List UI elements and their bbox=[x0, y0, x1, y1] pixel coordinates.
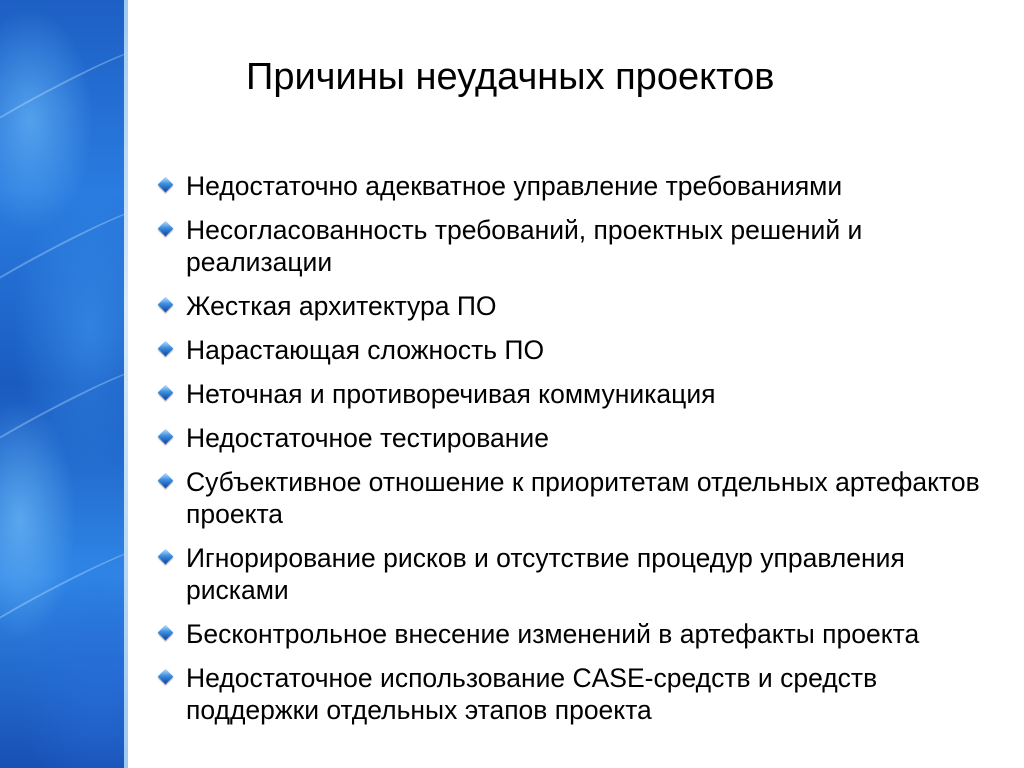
bullet-text: Субъективное отношение к приоритетам отдельных артефактов проекта bbox=[186, 467, 980, 529]
bullet-text: Бесконтрольное внесение изменений в артефакты проекта bbox=[186, 619, 920, 649]
diamond-bullet-icon bbox=[158, 297, 174, 313]
bullet-text: Неточная и противоречивая коммуникация bbox=[186, 379, 716, 409]
bullet-text: Недостаточно адекватное управление требованиями bbox=[186, 171, 843, 201]
bullet-item bbox=[158, 170, 1008, 202]
bullet-item bbox=[158, 214, 1008, 278]
bullet-item bbox=[158, 378, 1008, 410]
bullet-item bbox=[158, 542, 1008, 606]
diamond-bullet-icon bbox=[158, 341, 174, 357]
bullet-text: Недостаточное использование CASE-средств и средств поддержки отдельных этапов проекта bbox=[186, 663, 878, 725]
diamond-bullet-icon bbox=[158, 669, 174, 685]
bullet-item bbox=[158, 422, 1008, 454]
bullet-item bbox=[158, 334, 1008, 366]
diamond-bullet-icon bbox=[158, 177, 174, 193]
diamond-bullet-icon bbox=[158, 221, 174, 237]
side-decoration-panel bbox=[0, 0, 128, 768]
bullet-item bbox=[158, 662, 1008, 726]
diamond-bullet-icon bbox=[158, 429, 174, 445]
bullet-list bbox=[158, 170, 1008, 738]
bullet-text: Нарастающая сложность ПО bbox=[186, 335, 545, 365]
light-streak bbox=[0, 360, 128, 481]
bullet-text: Несогласованность требований, проектных решений и реализации bbox=[186, 215, 863, 277]
bullet-item bbox=[158, 290, 1008, 322]
slide-title: Причины неудачных проектов bbox=[246, 56, 775, 98]
bullet-text: Жесткая архитектура ПО bbox=[186, 291, 497, 321]
diamond-bullet-icon bbox=[158, 473, 174, 489]
diamond-bullet-icon bbox=[158, 549, 174, 565]
bullet-item bbox=[158, 466, 1008, 530]
bullet-text: Недостаточное тестирование bbox=[186, 423, 549, 453]
light-streak bbox=[0, 200, 128, 321]
diamond-bullet-icon bbox=[158, 625, 174, 641]
diamond-bullet-icon bbox=[158, 385, 174, 401]
bullet-text: Игнорирование рисков и отсутствие процедур управления рисками bbox=[186, 543, 905, 605]
light-streak bbox=[0, 540, 128, 661]
bullet-item bbox=[158, 618, 1008, 650]
light-streak bbox=[0, 40, 128, 161]
